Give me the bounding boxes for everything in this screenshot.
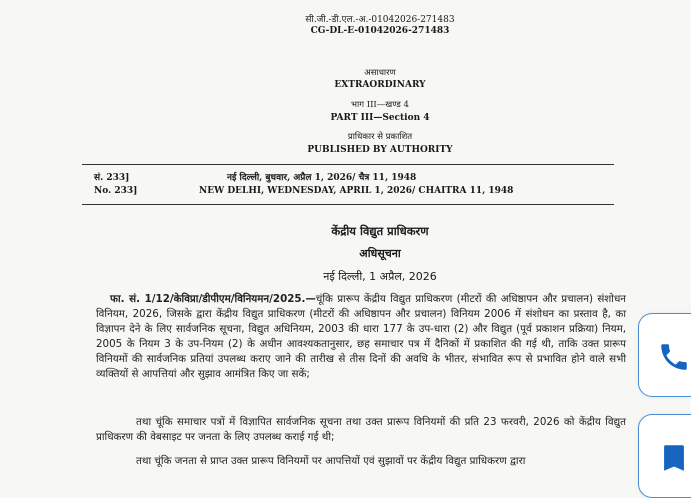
notice-paragraph-1 [96,292,626,382]
issuer-heading: केंद्रीय विद्युत प्राधिकरण [331,224,429,238]
gazette-type-hindi: असाधारण [364,68,396,78]
issue-date: NEW DELHI, WEDNESDAY, APRIL 1, 2026/ CHAITRA 11, 1948 [199,186,514,196]
issue-number-hindi: सं. 233] [94,173,130,183]
header-divider-top [82,164,614,165]
notice-paragraph-3: तथा चूंकि जनता से प्राप्त उक्त प्रारूप विनियमों पर आपत्तियों एवं सुझावों पर केंद्रीय विद्युत प्राधिकरण द्वारा [136,455,526,467]
notice-paragraph-2: तथा चूंकि समाचार पत्रों में विज्ञापित सार्वजनिक सूचना तथा उक्त प्रारूप विनियमों की प्रति 23 फरवरी, 2026 को केंद्रीय विद्युत प्राधिकरण की वेबसाइट पर जनता के लिए उपलब्ध कराई गई थी; [96,416,626,443]
file-reference: फा. सं. 1/12/केविप्रा/डीपीएम/विनियमन/2025.— [110,293,316,305]
issue-number: No. 233] [94,186,138,196]
gazette-authority: PUBLISHED BY AUTHORITY [307,145,453,155]
phone-icon [657,340,691,374]
gazette-type: EXTRAORDINARY [334,80,426,90]
bookmark-button[interactable] [638,414,691,498]
call-button[interactable] [638,313,691,397]
header-divider-bottom [82,204,614,205]
gazette-part: PART III—Section 4 [330,113,430,123]
gazette-authority-hindi: प्राधिकार से प्रकाशित [347,132,413,142]
issue-date-hindi: नई दिल्ली, बुधवार, अप्रैल 1, 2026/ चैत्र 11, 1948 [227,173,417,183]
notice-place-date: नई दिल्ली, 1 अप्रैल, 2026 [323,270,437,283]
paragraph-1-text: चूंकि प्रारूप केंद्रीय विद्युत प्राधिकरण (मीटरों की अधिष्ठापन और प्रचालन) संशोधन विनियम, 2026, जिसके द्वारा केंद्रीय विद्युत प्राधिकरण (मीटरों की अधिष्ठापन और प्रचालन) विनियम 2006 में संशोधन का प्रस्ताव है, का विज्ञापन देने के लिए सार्वजनिक सूचना, विद्युत अधिनियम, 2003 की धारा 177 के उप-धारा (2) और विद्युत (पूर्व प्रकाशन प्रक्रिया) नियम, 2005 के नियम 3 के उप-नियम (2) के अधीन आवश्यकतानुसार, छह समाचार पत्र में दैनिकों में प्रकाशित की गई थी, ताकि उक्त प्रारूप विनियमों की सार्वजनिक प्रतियां उपलब्ध कराए जाने की तारीख से तीस दिनों की अवधि के भीतर, संभावित रूप से प्रभावित होने वाले सभी व्यक्तियों से आपत्तियां और सुझाव आमंत्रित किए जा सकें; [96,293,626,380]
gazette-code: CG-DL-E-01042026-271483 [310,26,450,36]
notice-title: अधिसूचना [359,247,401,260]
gazette-code-hindi: सी.जी.-डी.एल.-अ.-01042026-271483 [305,15,455,25]
gazette-part-hindi: भाग III—खण्ड 4 [351,100,409,110]
